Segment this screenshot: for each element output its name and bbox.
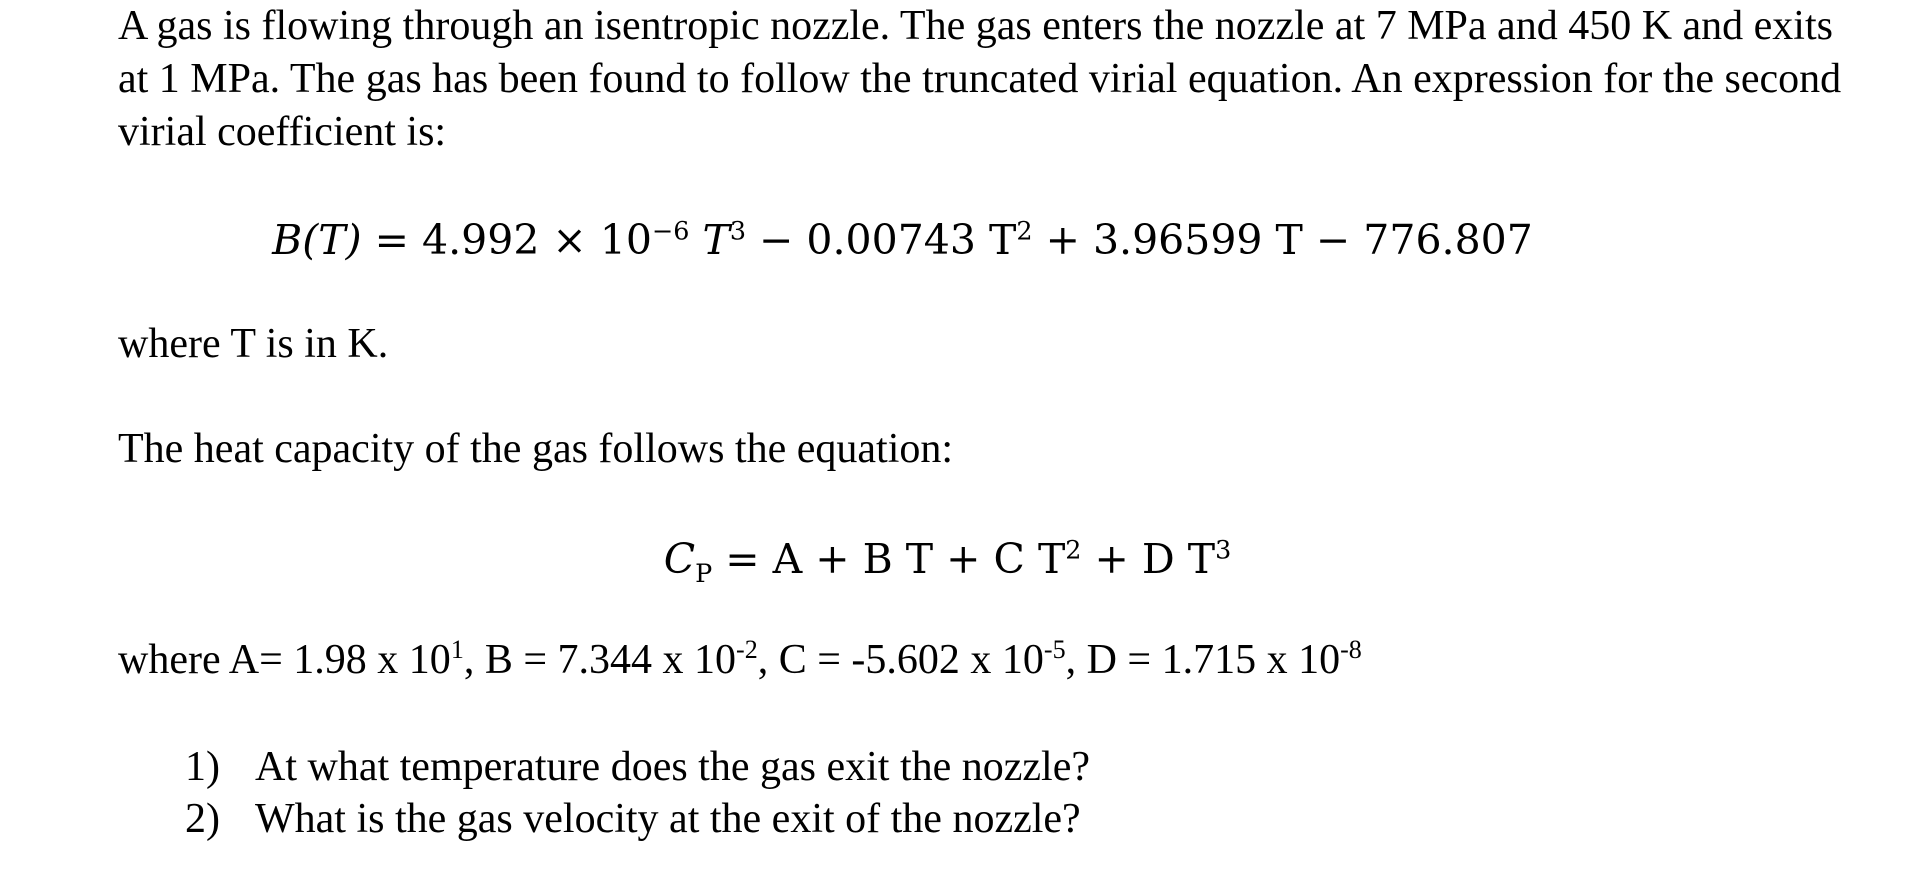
question-item [185,793,1090,845]
cp-subscript: P [695,558,713,589]
constant-a-exp: 1 [450,635,464,664]
virial-power-2: 2 [1016,215,1033,246]
constants-line [118,634,1858,687]
virial-lhs: B(T) [272,216,362,264]
cp-power-2: 2 [1065,534,1082,565]
cp-terms-2: + D T [1081,535,1216,583]
question-number: 2) [185,796,220,842]
cp-power-3: 3 [1215,534,1232,565]
virial-power-3: 3 [729,215,747,246]
question-text: At what temperature does the gas exit the nozzle? [255,744,1090,790]
heat-capacity-equation [0,534,1905,589]
virial-mid-term: − 0.00743 T [746,216,1017,264]
virial-t-cubed: T [689,216,730,264]
temperature-unit-note: where T is in K. [118,321,389,367]
virial-rest: + 3.96599 T − 776.807 [1032,216,1533,264]
intro-paragraph: A gas is flowing through an isentropic nozzle. The gas enters the nozzle at 7 MPa and 450 K and exits at 1 MPa. The gas has been found to follow the truncated virial equation. An expression for the second virial coefficient is: [118,3,1842,155]
constant-d-exp: -8 [1340,635,1362,664]
cp-symbol: C [663,535,696,583]
question-text: What is the gas velocity at the exit of the nozzle? [255,796,1081,842]
constant-b-exp: -2 [736,635,758,664]
question-list [185,741,1090,845]
constant-b: , B = 7.344 x 10 [463,637,737,683]
heat-capacity-intro: The heat capacity of the gas follows the equation: [118,426,954,472]
virial-coefficient-equation [0,215,1860,265]
cp-terms: = A + B T + C T [712,535,1066,583]
constant-c: , C = -5.602 x 10 [757,637,1044,683]
virial-exponent: −6 [652,215,690,246]
virial-eq-part: = 4.992 × 10 [361,216,652,264]
constant-c-exp: -5 [1043,635,1066,664]
constant-a: where A= 1.98 x 10 [118,637,451,683]
question-number: 1) [185,744,220,790]
question-item [185,741,1090,793]
constant-d: , D = 1.715 x 10 [1065,637,1341,683]
